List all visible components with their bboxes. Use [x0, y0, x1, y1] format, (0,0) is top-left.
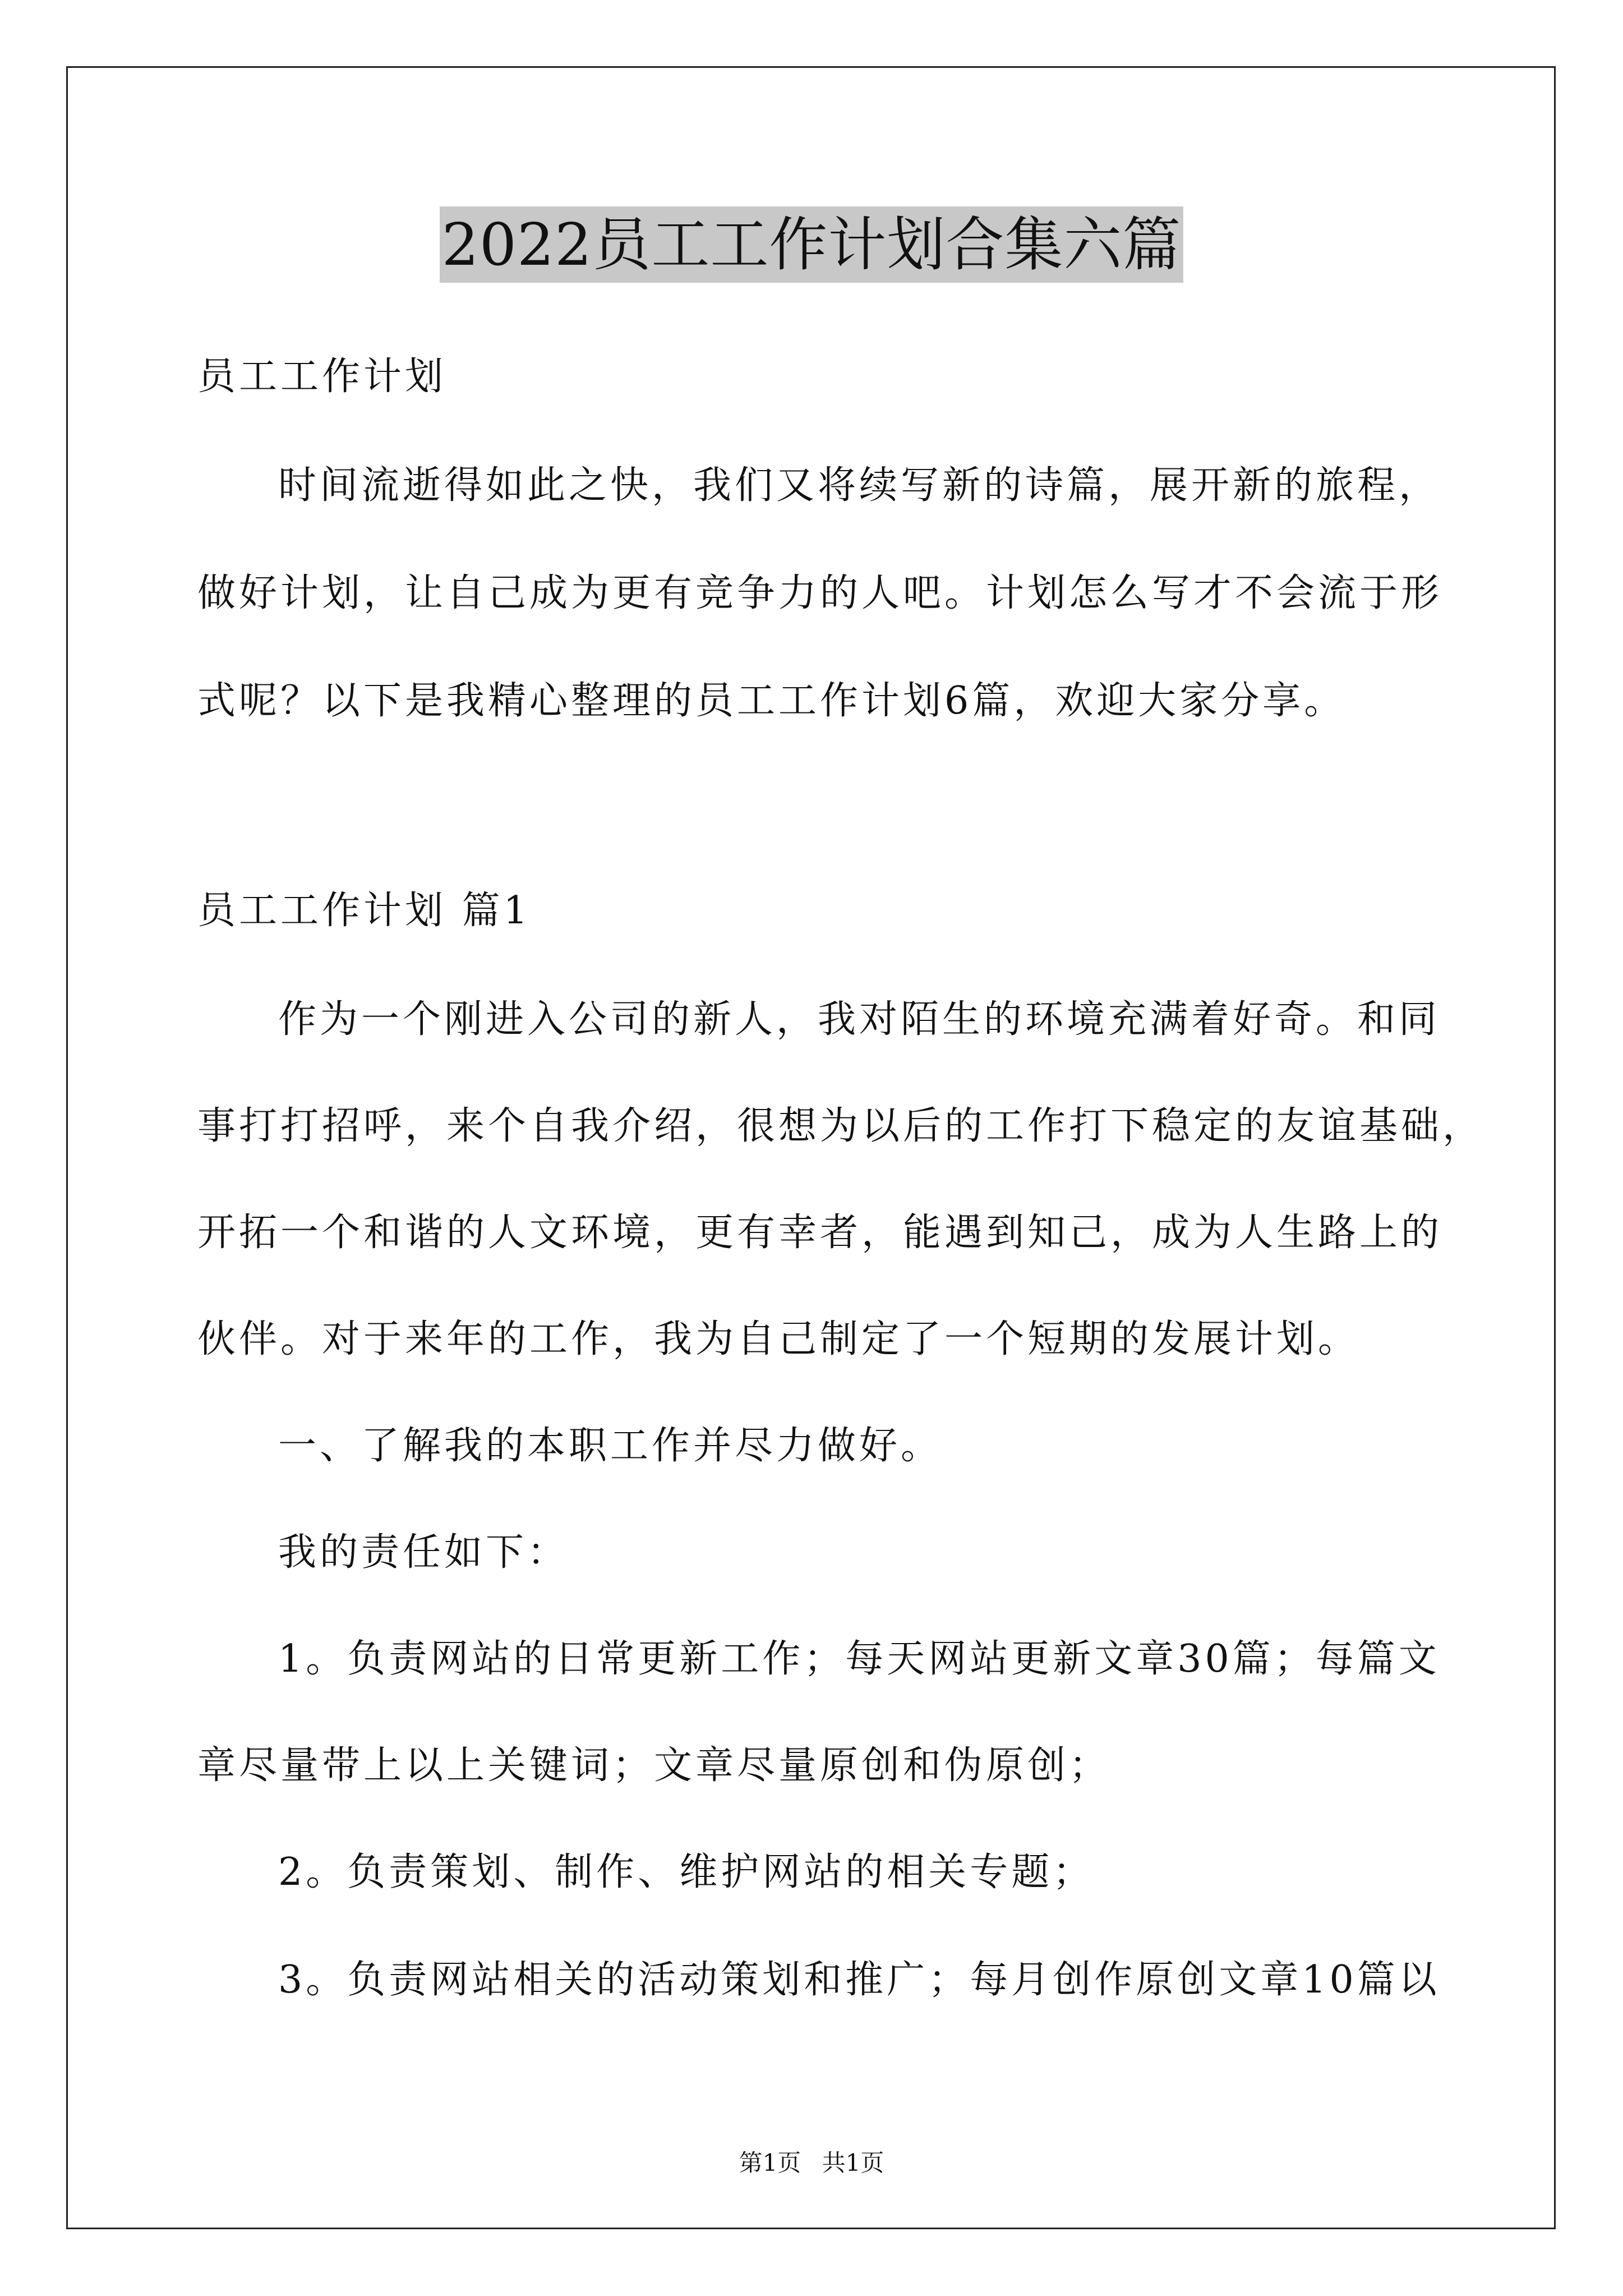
page-number-label: 第1页	[739, 2149, 801, 2177]
duty-1-line-2: 章尽量带上以上关键词；文章尽量原创和伪原创；	[197, 1743, 1111, 1788]
document-title: 2022员工工作计划合集六篇	[440, 206, 1184, 283]
page-footer	[0, 2146, 1623, 2180]
duty-1-line-1: 1。负责网站的日常更新工作；每天网站更新文章30篇；每篇文	[278, 1637, 1440, 1681]
point-one: 一、了解我的本职工作并尽力做好。	[278, 1424, 943, 1468]
duties-intro: 我的责任如下：	[278, 1530, 569, 1575]
part-paragraph-line-1: 作为一个刚进入公司的新人，我对陌生的环境充满着好奇。和同	[278, 997, 1441, 1042]
page-total-label: 共1页	[822, 2149, 884, 2177]
part-paragraph-line-2: 事打打招呼，来个自我介绍，很想为以后的工作打下稳定的友谊基础，	[197, 1104, 1484, 1148]
part-paragraph-line-3: 开拓一个和谐的人文环境，更有幸者，能遇到知己，成为人生路上的	[197, 1211, 1443, 1255]
intro-line-2: 做好计划，让自己成为更有竞争力的人吧。计划怎么写才不会流于形	[197, 571, 1443, 615]
part-paragraph-line-4: 伙伴。对于来年的工作，我为自己制定了一个短期的发展计划。	[197, 1317, 1360, 1361]
duty-3-line-1: 3。负责网站相关的活动策划和推广；每月创作原创文章10篇以	[278, 1958, 1440, 2002]
title-container	[0, 206, 1623, 283]
part-heading: 员工工作计划 篇1	[197, 889, 531, 933]
intro-line-3: 式呢？以下是我精心整理的员工工作计划6篇，欢迎大家分享。	[197, 679, 1346, 723]
duty-2: 2。负责策划、制作、维护网站的相关专题；	[278, 1850, 1095, 1894]
section-heading: 员工工作计划	[197, 355, 447, 399]
intro-line-1: 时间流逝得如此之快，我们又将续写新的诗篇，展开新的旅程，	[278, 463, 1441, 508]
